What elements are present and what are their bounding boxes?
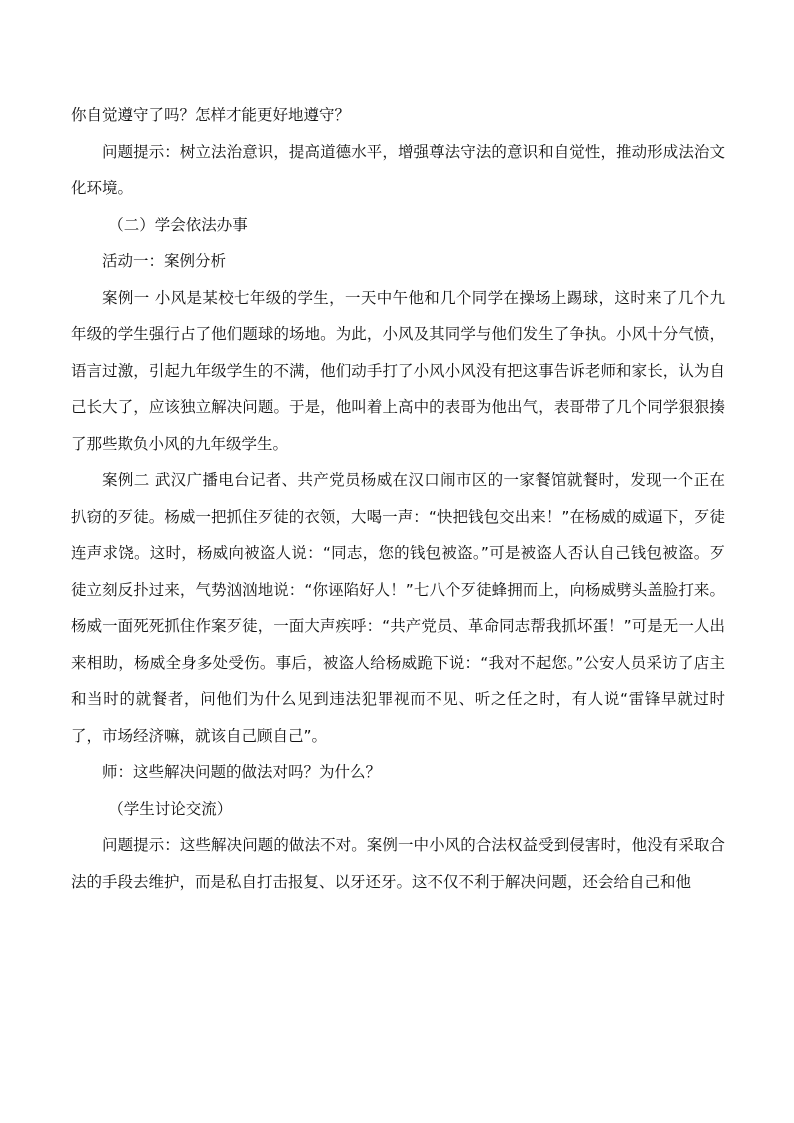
paragraph-continuation: 你自觉遵守了吗？怎样才能更好地遵守？ [71, 106, 351, 124]
document-body [71, 97, 725, 900]
paragraph-teacher-question: 师：这些解决问题的做法对吗？为什么？ [102, 763, 382, 781]
paragraph-hint-2: 问题提示：这些解决问题的做法不对。案例一中小风的合法权益受到侵害时，他没有采取合法的手段去维护，而是私自打击报复、以牙还牙。这不仅不利于解决问题，还会给自己和他 [71, 836, 725, 891]
paragraph-student-discussion: （学生讨论交流） [108, 799, 233, 818]
paragraph-case-2: 案例二 武汉广播电台记者、共产党员杨威在汉口闹市区的一家餐馆就餐时，发现一个正在扒窃的歹徒。杨威一把抓住歹徒的衣领，大喝一声：“快把钱包交出来！”在杨威的威逼下，歹徒连声求饶。这时，杨威向被盗人说：“同志，您的钱包被盗。”可是被盗人否认自己钱包被盗。歹徒立刻反扑过来，气势汹汹地说：“你诬陷好人！”七八个歹徒蜂拥而上，向杨威劈头盖脸打来。杨威一面死死抓住作案歹徒，一面大声疾呼：“共产党员、革命同志帮我抓坏蛋！”可是无一人出来相助，杨威全身多处受伤。事后，被盗人给杨威跪下说：“我对不起您。”公安人员采访了店主和当时的就餐者，问他们为什么见到违法犯罪视而不见、听之任之时，有人说“雷锋早就过时了，市场经济嘛，就该自己顾自己”。 [71, 471, 725, 745]
section-heading: （二）学会依法办事 [108, 215, 248, 234]
paragraph-case-1: 案例一 小风是某校七年级的学生，一天中午他和几个同学在操场上踢球，这时来了几个九年级的学生强行占了他们题球的场地。为此，小风及其同学与他们发生了争执。小风十分气愤，语言过激，引起九年级学生的不满，他们动手打了小风小风没有把这事告诉老师和家长，认为自己长大了，应该独立解决问题。于是，他叫着上高中的表哥为他出气，表哥带了几个同学狠狠揍了那些欺负小风的九年级学生。 [71, 288, 725, 453]
activity-heading: 活动一：案例分析 [102, 252, 227, 270]
paragraph-hint-1: 问题提示：树立法治意识，提高道德水平，增强尊法守法的意识和自觉性，推动形成法治文化环境。 [71, 142, 725, 197]
